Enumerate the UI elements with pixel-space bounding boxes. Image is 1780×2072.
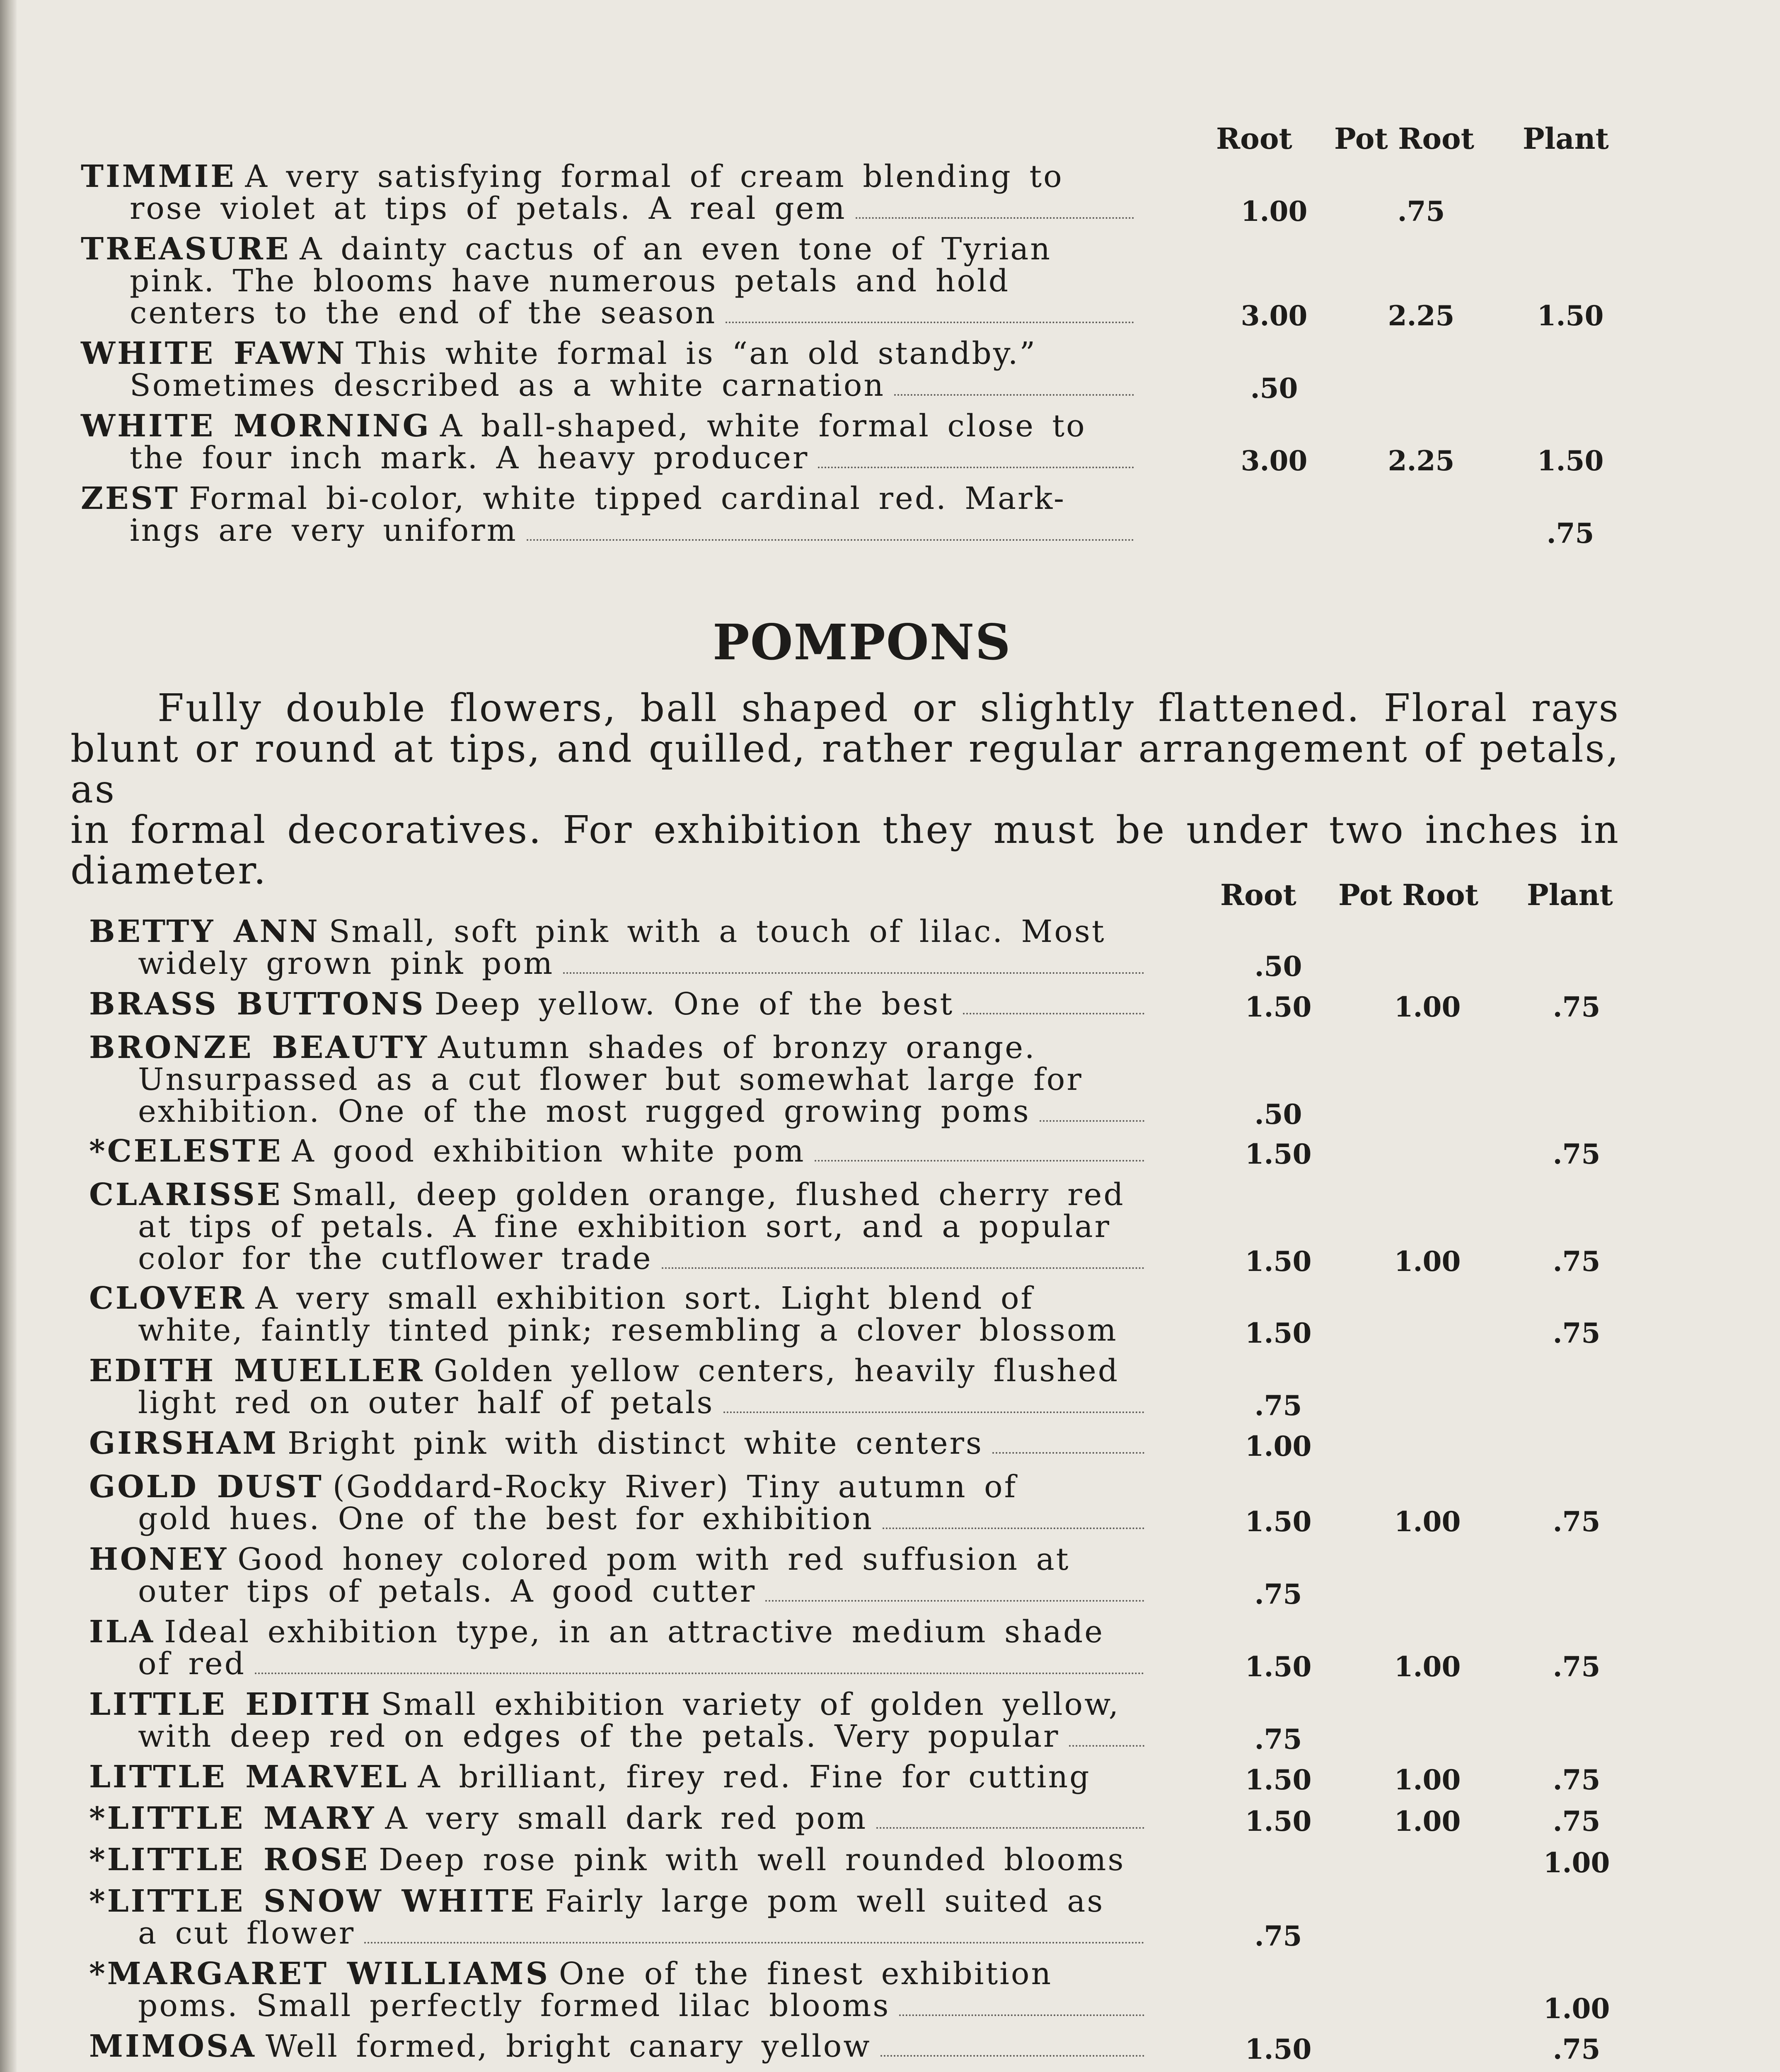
description-text: the four inch mark. A heavy producer <box>130 440 809 476</box>
description-text: (Goddard-Rocky River) Tiny autumn of <box>332 1469 1018 1505</box>
variety-name: *MARGARET WILLIAMS <box>89 1956 550 1992</box>
dot-leader <box>815 1156 1144 1162</box>
description-text: A very small dark red pom <box>385 1801 868 1836</box>
description-line <box>89 1803 1148 1835</box>
variety-name: ZEST <box>81 481 180 516</box>
price-plant: .75 <box>1553 1651 1601 1683</box>
price-pot-root: 2.25 <box>1388 300 1455 332</box>
price-pot-root: 1.00 <box>1394 1651 1461 1683</box>
dot-leader <box>563 968 1144 974</box>
description-line <box>89 1179 1148 1211</box>
description-text: Deep yellow. One of the best <box>434 986 954 1022</box>
variety-description <box>89 1471 1148 1535</box>
description-line <box>81 193 1137 225</box>
intro-line: in formal decoratives. For exhibition they must be under two inches in <box>70 808 1620 852</box>
dot-leader <box>992 1448 1144 1454</box>
variety-name: LITTLE EDITH <box>89 1687 372 1722</box>
dot-leader <box>963 1009 1144 1014</box>
variety-description <box>89 1179 1148 1275</box>
description-line <box>89 1503 1148 1535</box>
description-text: A ball-shaped, white formal close to <box>440 408 1086 444</box>
variety-description <box>89 1428 1148 1460</box>
description-line <box>89 1064 1148 1096</box>
dot-leader <box>880 2051 1144 2057</box>
variety-description <box>81 161 1137 225</box>
description-text: ings are very uniform <box>130 513 518 548</box>
description-line <box>89 1471 1148 1503</box>
variety-name: BETTY ANN <box>89 914 320 949</box>
price-root: .50 <box>1254 1098 1302 1130</box>
variety-name: ILA <box>89 1614 155 1650</box>
description-line <box>89 1096 1148 1128</box>
price-plant: .75 <box>1553 1317 1601 1349</box>
price-plant: .75 <box>1553 1764 1601 1796</box>
price-plant: 1.50 <box>1537 445 1604 477</box>
price-root: 1.50 <box>1245 2033 1312 2065</box>
description-text: Formal bi-color, white tipped cardinal red. Mark- <box>189 481 1066 516</box>
description-line <box>89 1648 1148 1680</box>
description-text: Sometimes described as a white carnation <box>130 368 885 403</box>
description-line <box>89 1990 1148 2022</box>
description-text: outer tips of petals. A good cutter <box>138 1573 757 1609</box>
price-root: 3.00 <box>1241 300 1308 332</box>
description-text: poms. Small perfectly formed lilac blooms <box>138 1988 890 2024</box>
description-text: centers to the end of the season <box>130 295 717 331</box>
column-header-pot-root: Pot Root <box>1334 121 1475 156</box>
price-pot-root: 1.00 <box>1394 1506 1461 1538</box>
description-text: Small exhibition variety of golden yellow, <box>381 1687 1120 1722</box>
description-line <box>89 1721 1148 1752</box>
variety-name: CLOVER <box>89 1280 247 1316</box>
variety-name: EDITH MUELLER <box>89 1353 425 1389</box>
price-pot-root: 1.00 <box>1394 1245 1461 1278</box>
description-line <box>89 1135 1148 1167</box>
description-line <box>81 161 1137 193</box>
price-plant: .75 <box>1553 1506 1601 1538</box>
dot-leader <box>883 1523 1144 1529</box>
price-root: .50 <box>1254 950 1302 983</box>
description-line <box>81 338 1137 370</box>
price-root: 1.50 <box>1245 1764 1312 1796</box>
variety-name: *LITTLE SNOW WHITE <box>89 1883 536 1919</box>
description-line <box>89 1917 1148 1949</box>
variety-description <box>89 988 1148 1020</box>
price-root: .75 <box>1254 1723 1302 1755</box>
description-text: A very satisfying formal of cream blending to <box>245 159 1064 194</box>
variety-name: LITTLE MARVEL <box>89 1759 409 1795</box>
variety-name: TREASURE <box>81 231 291 267</box>
description-line <box>89 1211 1148 1243</box>
description-text: Autumn shades of bronzy orange. <box>438 1030 1036 1065</box>
description-line <box>89 1428 1148 1460</box>
variety-name: HONEY <box>89 1542 229 1577</box>
description-text: widely grown pink pom <box>138 946 554 981</box>
description-line <box>89 1958 1148 1990</box>
column-header-root: Root <box>1216 121 1292 156</box>
column-header-plant: Plant <box>1527 878 1613 912</box>
variety-name: GIRSHAM <box>89 1426 278 1461</box>
price-root: 1.50 <box>1245 1651 1312 1683</box>
section-intro <box>70 688 1620 891</box>
description-text: This white formal is “an old standby.” <box>356 336 1037 371</box>
description-text: Ideal exhibition type, in an attractive medium shade <box>164 1614 1105 1650</box>
price-root: 1.50 <box>1245 1138 1312 1170</box>
variety-name: GOLD DUST <box>89 1469 324 1505</box>
variety-name: TIMMIE <box>81 159 236 194</box>
description-line <box>81 370 1137 402</box>
variety-description <box>89 1135 1148 1167</box>
price-root: 1.50 <box>1245 1317 1312 1349</box>
description-line <box>81 410 1137 442</box>
description-text: Well formed, bright canary yellow <box>265 2028 871 2064</box>
dot-leader <box>856 213 1134 219</box>
variety-description <box>89 1958 1148 2022</box>
dot-leader <box>818 462 1134 468</box>
description-text: Unsurpassed as a cut flower but somewhat large for <box>138 1062 1083 1097</box>
page-binding-shadow <box>0 0 17 2072</box>
dot-leader <box>364 1938 1144 1944</box>
price-pot-root: 1.00 <box>1394 1764 1461 1796</box>
description-line <box>81 265 1137 297</box>
dot-leader <box>876 1823 1144 1829</box>
description-text: Good honey colored pom with red suffusion at <box>237 1542 1070 1577</box>
variety-description <box>89 2028 1148 2064</box>
price-root: 1.50 <box>1245 1506 1312 1538</box>
variety-description <box>89 1616 1148 1680</box>
variety-description <box>89 1355 1148 1419</box>
variety-description <box>89 1844 1148 1876</box>
price-pot-root: 1.00 <box>1394 991 1461 1023</box>
section-title: POMPONS <box>713 613 1011 671</box>
dot-leader <box>723 1407 1144 1413</box>
variety-name: *CELESTE <box>89 1133 283 1169</box>
variety-description <box>81 410 1137 474</box>
variety-name: BRONZE BEAUTY <box>89 1030 429 1065</box>
description-line <box>89 1689 1148 1721</box>
description-text: gold hues. One of the best for exhibition <box>138 1501 874 1537</box>
column-header-pot-root: Pot Root <box>1338 878 1479 912</box>
description-line <box>89 1243 1148 1275</box>
dot-leader <box>899 2010 1144 2016</box>
intro-line: Fully double flowers, ball shaped or slightly flattened. Floral rays <box>157 686 1620 730</box>
description-line <box>81 442 1137 474</box>
description-text: Small, soft pink with a touch of lilac. Most <box>329 914 1106 949</box>
variety-description <box>89 1803 1148 1835</box>
description-text: white, faintly tinted pink; resembling a clover blossom <box>138 1312 1118 1348</box>
description-text: exhibition. One of the most rugged growing poms <box>138 1094 1030 1129</box>
description-text: A very small exhibition sort. Light blend of <box>255 1280 1034 1316</box>
description-line <box>81 515 1137 547</box>
description-line <box>89 1761 1148 1793</box>
price-pot-root: 1.00 <box>1394 1805 1461 1837</box>
description-line <box>89 1573 1148 1609</box>
dot-leader <box>726 317 1134 323</box>
description-text: Bright pink with distinct white centers <box>288 1426 983 1461</box>
variety-name: WHITE MORNING <box>81 408 431 444</box>
price-plant: 1.00 <box>1543 1847 1610 1879</box>
variety-name: CLARISSE <box>89 1177 283 1213</box>
price-plant: .75 <box>1553 2033 1601 2065</box>
variety-name: BRASS BUTTONS <box>89 986 426 1022</box>
price-root: 1.50 <box>1245 991 1312 1023</box>
description-line <box>89 1032 1148 1064</box>
variety-name: MIMOSA <box>89 2028 256 2064</box>
variety-description <box>89 1883 1148 1951</box>
description-line <box>89 1844 1148 1876</box>
price-plant: .75 <box>1546 517 1594 549</box>
description-line <box>89 1314 1148 1346</box>
description-text: rose violet at tips of petals. A real gem <box>130 191 846 226</box>
description-text: Fairly large pom well suited as <box>545 1883 1105 1919</box>
variety-name: *LITTLE MARY <box>89 1801 376 1836</box>
price-root: 1.00 <box>1245 1430 1312 1462</box>
variety-description <box>89 1761 1148 1793</box>
variety-description <box>89 1544 1148 1607</box>
description-line <box>89 2028 1148 2064</box>
price-plant: .75 <box>1553 1805 1601 1837</box>
price-plant: 1.50 <box>1537 300 1604 332</box>
variety-description <box>89 916 1148 980</box>
price-plant: .75 <box>1553 1245 1601 1278</box>
description-text: Deep rose pink with well rounded blooms <box>378 1842 1125 1878</box>
price-plant: .75 <box>1553 991 1601 1023</box>
variety-description <box>89 1280 1148 1348</box>
price-plant: .75 <box>1553 1138 1601 1170</box>
variety-name: WHITE FAWN <box>81 336 347 371</box>
description-text: at tips of petals. A fine exhibition sort, and a popular <box>138 1209 1111 1244</box>
price-root: .75 <box>1254 1389 1302 1422</box>
description-line <box>89 1883 1148 1919</box>
description-text: A good exhibition white pom <box>292 1133 805 1169</box>
price-root: .50 <box>1250 372 1298 404</box>
description-text: of red <box>138 1646 246 1682</box>
description-text: One of the finest exhibition <box>559 1956 1053 1992</box>
price-plant: 1.00 <box>1543 1992 1610 2025</box>
price-pot-root: 2.25 <box>1388 445 1455 477</box>
dot-leader <box>1069 1741 1144 1747</box>
description-text: Golden yellow centers, heavily flushed <box>433 1353 1120 1389</box>
description-text: a cut flower <box>138 1915 356 1951</box>
description-text: A brilliant, firey red. Fine for cutting <box>418 1759 1091 1795</box>
intro-line: blunt or round at tips, and quilled, rather regular arrangement of petals, as <box>70 726 1620 811</box>
description-line <box>81 297 1137 329</box>
variety-description <box>81 483 1137 547</box>
price-root: 1.50 <box>1245 1805 1312 1837</box>
dot-leader <box>527 535 1134 541</box>
price-root: 1.00 <box>1241 195 1308 228</box>
description-line <box>81 483 1137 515</box>
dot-leader <box>894 390 1134 396</box>
description-text: A dainty cactus of an even tone of Tyrian <box>300 231 1052 267</box>
column-header-plant: Plant <box>1523 121 1609 156</box>
description-text: with deep red on edges of the petals. Very popular <box>138 1719 1060 1754</box>
price-pot-root: .75 <box>1397 195 1445 228</box>
column-header-root: Root <box>1220 878 1296 912</box>
variety-description <box>81 338 1137 402</box>
dot-leader <box>662 1263 1144 1269</box>
description-text: pink. The blooms have numerous petals and hold <box>130 263 1010 299</box>
description-line <box>81 233 1137 265</box>
price-root: 3.00 <box>1241 445 1308 477</box>
price-root: .75 <box>1254 1578 1302 1610</box>
description-line <box>89 1355 1148 1387</box>
intro-line: diameter. <box>70 848 268 893</box>
description-text: light red on outer half of petals <box>138 1385 714 1421</box>
variety-description <box>89 1032 1148 1128</box>
description-line <box>89 988 1148 1020</box>
description-line <box>89 1544 1148 1576</box>
dot-leader <box>255 1668 1144 1674</box>
dot-leader <box>765 1596 1144 1602</box>
description-line <box>89 1280 1148 1316</box>
description-line <box>89 916 1148 948</box>
variety-description <box>81 233 1137 329</box>
description-line <box>89 1616 1148 1648</box>
variety-description <box>89 1689 1148 1752</box>
dot-leader <box>1040 1116 1144 1122</box>
price-root: .75 <box>1254 1920 1302 1952</box>
description-text: color for the cutflower trade <box>138 1241 653 1276</box>
description-text: Small, deep golden orange, flushed cherry red <box>291 1177 1125 1213</box>
description-line <box>89 1387 1148 1419</box>
variety-name: *LITTLE ROSE <box>89 1842 370 1878</box>
price-root: 1.50 <box>1245 1245 1312 1278</box>
description-line <box>89 948 1148 980</box>
